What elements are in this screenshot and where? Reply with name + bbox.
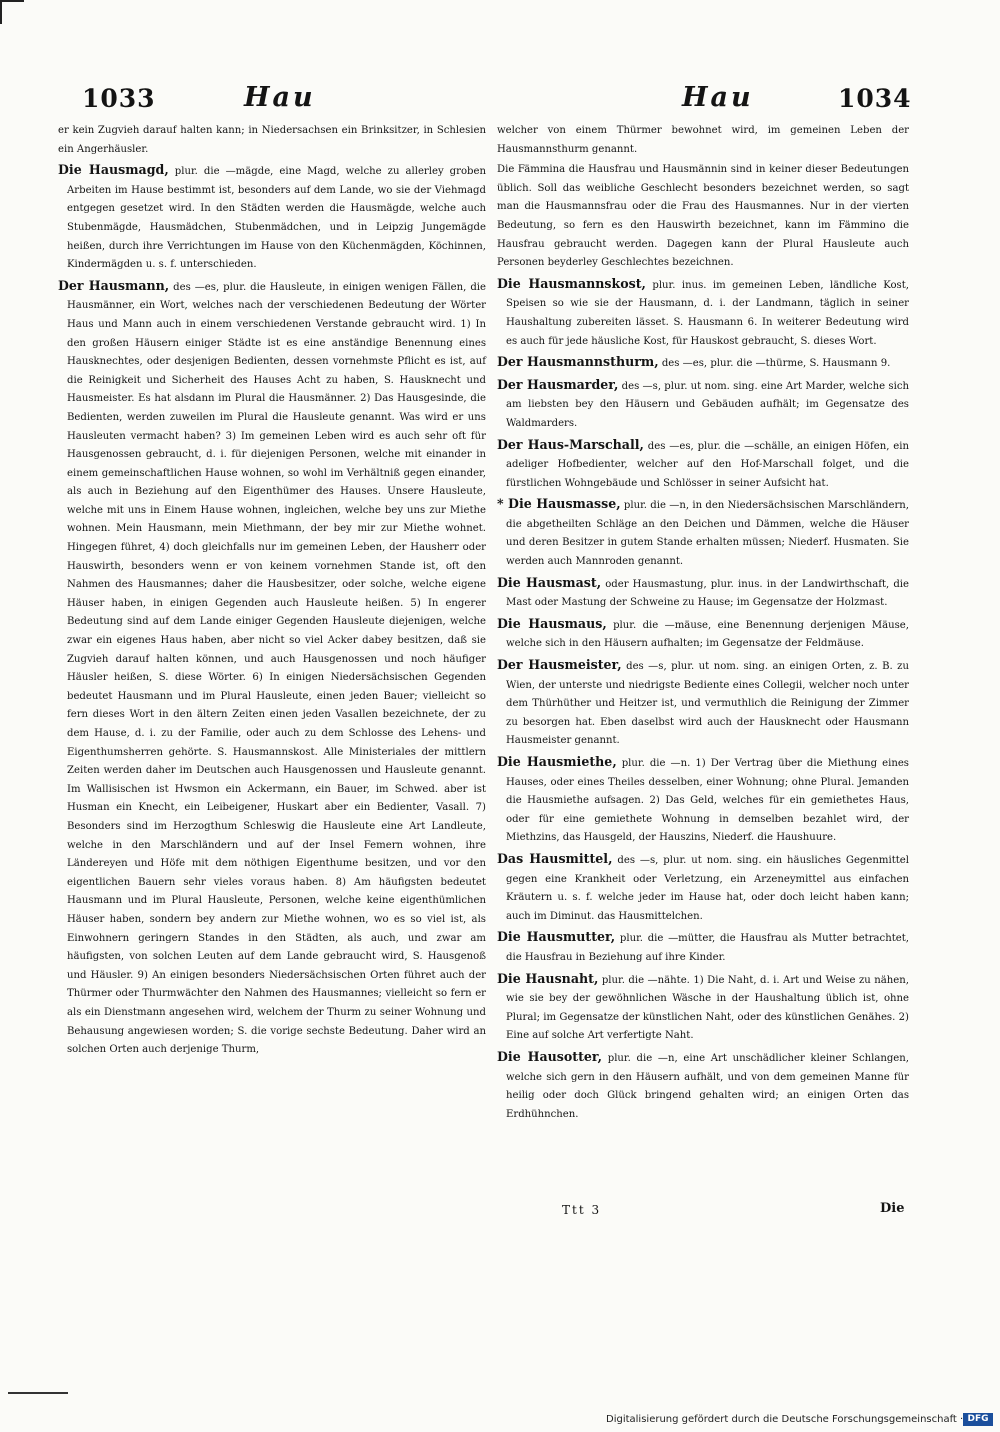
entry-text: des —s, plur. ut nom. sing. an einigen Orten, z. B. zu Wien, der unterste und niedrigste Bediente eines Collegii, welcher noch unter dem Thürhüther und Heitzer ist, und vermuthlich die Reinigung der Zimmer zu besorgen hat. Eben daselbst wird auch der Hausknecht oder Hausmann Hausmeister genannt. [506, 661, 909, 747]
entry-headword: Die Hausmiethe, [497, 754, 617, 769]
entry-text: des —s, plur. ut nom. sing. ein häusliches Gegenmittel gegen eine Krankheit oder Verletzung, ein Arzeneymittel aus einfachen Kräutern u. s. f. welche jeder im Hause hat, oder doch leicht haben kann; auch im Diminut. das Hausmittelchen. [506, 854, 910, 922]
entry-text: plur. die —mäuse, eine Benennung derjenigen Mäuse, welche sich in den Häusern aufhalten; im Gegensatze der Feldmäuse. [506, 619, 909, 650]
entry-headword: Der Hausmarder, [497, 376, 619, 392]
dictionary-entry [497, 850, 909, 926]
entry-headword: Die Hausmutter, [497, 929, 616, 945]
dictionary-entry [497, 275, 909, 351]
entry-headword: Die Hausotter, [497, 1048, 603, 1064]
left-column [58, 122, 486, 1062]
dictionary-entry [497, 495, 909, 571]
right-column [497, 122, 909, 1126]
entry-text: plur. inus. im gemeinen Leben, ländliche Kost, Speisen so wie sie der Hausmann, d. i. der Landmann, täglich in seiner Haushaltung zubereiten lässet. S. Hausmann 6. In weiterer Bedeutung wird es auch für jede häusliche Kost, für Hauskost gebraucht, S. dieses Wort. [506, 279, 909, 347]
dictionary-entry [497, 122, 909, 159]
catchword: Die [880, 1201, 905, 1216]
entry-text: plur. die —n, eine Art unschädlicher kleiner Schlangen, welche sich gern in den Häusern aufhält, und von dem gemeinen Manne für heilig oder doch Glück bringend gehalten wird; an einigen Orten das Erdhühnchen. [506, 1052, 909, 1120]
entry-text: welcher von einem Thürmer bewohnet wird, im gemeinen Leben der Hausmannsthurm genannt. [497, 125, 909, 155]
dictionary-entry [497, 656, 909, 751]
entry-headword: Die Hausmagd, [58, 162, 169, 178]
dictionary-entry [58, 122, 486, 159]
entry-headword: Der Hausmann, [58, 277, 170, 293]
entry-text: er kein Zugvieh darauf halten kann; in Niedersachsen ein Brinksitzer, in Schlesien ein Angerhäusler. [58, 125, 486, 155]
dictionary-entry [497, 615, 909, 654]
signature-mark: Ttt 3 [562, 1203, 602, 1217]
entry-text: oder Hausmastung, plur. inus. in der Landwirthschaft, die Mast oder Mastung der Schweine zu Hause; im Gegensatze der Holzmast. [506, 578, 910, 609]
entry-text: des —es, plur. die Hausleute, in einigen wenigen Fällen, die Hausmänner, ein Wort, welches nach der verschiedenen Bedeutung der Wörter Haus und Mann auch in einem verschiedenen Verstande gebraucht wird. 1) In den großen Häusern einiger Städte ist es eine anständige Benennung eines Hausknechtes, oder desjenigen Bedienten, dessen vornehmste Pflicht es ist, auf die Reinigkeit und Sicherheit des Hauses Acht zu haben, S. Hausknecht und Hausmeister. Es hat alsdann im Plural die Hausmänner. 2) Das Hausgesinde, die Bedienten, werden zuweilen im Plural die Hausleute genannt. Was wird er uns Hausleuten vermacht haben? 3) Im gemeinen Leben wird es auch sehr oft für Hausgenossen gebraucht, d. i. für diejenigen Personen, welche mit einander in einem gemeinschaftlichen Hause wohnen, so wohl im Verhältniß gegen einander, als auch in Beziehung auf den Eigenthümer des Hauses. Unsere Hausleute, welche mit uns in Einem Hause wohnen, ingleichen, welche bey uns zur Miethe wohnen. Mein Hausmann, mein Miethmann, der bey mir zur Miethe wohnet. Hingegen führet, 4) doch gleichfalls nur im gemeinen Leben, der Hausherr oder Hauswirth, besonders wenn er von keinem vornehmen Stande ist, oft den Nahmen des Hausmannes; daher die Hausbesitzer, oder solche, welche eigene Häuser haben, in einigen Gegenden auch Hausleute heißen. 5) In engerer Bedeutung sind auf dem Lande einiger Gegenden Hausleute diejenigen, welche zwar ein eigenes Haus haben, aber nicht so viel Acker dabey besitzen, daß sie Zugvieh darauf halten können, und auch Hausgenossen und noch häufiger Häusler heißen, S. diese Wörter. 6) In einigen Niedersächsischen Gegenden bedeutet Hausmann und im Plural Hausleute, einen jeden Bauer; vielleicht so fern dieses Wort in den ältern Zeiten einen jeden Vasallen bezeichnete, der zu dem Hause, d. i. zu der Familie, oder auch zu dem Schlosse des Lehens- und Eigenthumsherren gehörte. S. Hausmannskost. Alle Ministeriales der mittlern Zeiten werden daher im Deutschen auch Hausgenossen und Hausleute genannt. Im Wallisischen ist Hwsmon ein Ackermann, ein Bauer, im Schwed. aber ist Husman ein Knecht, ein Leibeigener, Huskart aber ein Bedienter, Vasall. 7) Besonders sind im Herzogthum Schleswig die Hausleute eine Art Landleute, welche in den Marschländern und auf der Insel Femern wohnen, ihre Ländereyen und Höfe mit dem nöthigen Eigenthume besitzen, und vor den eigentlichen Bauern sehr vieles voraus haben. 8) Am häufigsten bedeutet Hausmann und im Plural Hausleute, Personen, welche keine eigenthümlichen Häuser haben, sondern bey andern zur Miethe wohnen, wo es so viel ist, als Einwohnern geringern Standes in den Städten, als auch, und zwar am häufigsten, von solchen Leuten auf dem Lande gebraucht wird, S. Hausgenoß und Häusler. 9) An einigen besonders Niedersächsischen Orten führet auch der Thürmer oder Thurmwächter den Nahmen des Hausmannes; vielleicht so fern er als ein Dienstmann angesehen wird, welchem der Thurm zu seiner Wohnung und Behausung angewiesen worden; S. die vorige sechste Bedeutung. Daher wird an solchen Orten auch derjenige Thurm, [67, 281, 486, 1056]
page-number-left: 1033 [82, 84, 156, 113]
entry-text: plur. die —n, in den Niedersächsischen Marschländern, die abgetheilten Schläge an den Deichen und Dämmen, welche die Häuser und deren Besitzer in gutem Stande erhalten müssen; Niederf. Husmaten. Sie werden auch Mannroden genannt. [506, 500, 909, 568]
entry-text: plur. die —n. 1) Der Vertrag über die Miethung eines Hauses, oder eines Theiles desselben, einer Wohnung; ohne Plural. Jemanden die Hausmiethe aufsagen. 2) Das Geld, welches für ein gemiethetes Haus, oder für eine gemiethete Wohnung in demselben bezahlet wird, der Miethzins, das Hausgeld, der Hauszins, Niederf. die Haushuure. [506, 758, 909, 844]
dictionary-entry [497, 161, 909, 273]
dictionary-entry [497, 376, 909, 434]
page-number-right: 1034 [838, 84, 912, 113]
entry-headword: Die Hausmannskost, [497, 275, 646, 291]
entry-headword: Der Hausmeister, [497, 657, 622, 673]
bottom-crop-rule [8, 1392, 68, 1394]
entry-text: plur. die —mütter, die Hausfrau als Mutter betrachtet, die Hausfrau in Beziehung auf ihre Kinder. [506, 933, 909, 963]
entry-headword: Das Hausmittel, [497, 850, 613, 866]
entry-headword: Die Hausmast, [497, 574, 602, 590]
dictionary-entry [497, 436, 909, 494]
entry-text: des —s, plur. ut nom. sing. eine Art Marder, welche sich am liebsten bey den Häusern und Gebäuden aufhält; im Gegensatze des Waldmarders. [506, 380, 909, 429]
running-head-right: Hau [682, 82, 754, 113]
entry-headword: Der Hausmannsthurm, [497, 354, 659, 370]
dictionary-entry [497, 928, 909, 967]
dictionary-entry [58, 277, 486, 1060]
entry-headword: * Die Hausmasse, [497, 496, 621, 512]
entry-headword: Die Hausnaht, [497, 970, 599, 986]
entry-text: des —es, plur. die —schälle, an einigen Höfen, ein adeliger Hofbedienter, welcher auf den Hof-Marschall folget, und die fürstlichen Wohngebäude und Schlösser in seiner Aufsicht hat. [506, 440, 909, 489]
dictionary-entry [497, 1048, 909, 1124]
dictionary-entry [497, 970, 909, 1046]
dictionary-entry [497, 753, 909, 848]
entry-text: plur. die —mägde, eine Magd, welche zu allerley groben Arbeiten im Hause bestimmt ist, besonders auf dem Lande, wo sie der Viehmagd entgegen gesetzet wird. In den Städten werden die Hausmägde, welche auch Stubenmägde, Hausmädchen, Stubenmädchen, und in Leipzig Jungemägde heißen, durch ihre Verrichtungen im Hause von den Küchenmägden, Köchinnen, Kindermägden u. s. f. unterschieden. [67, 166, 486, 271]
running-head-left: Hau [244, 82, 316, 113]
dfg-logo: DFG [963, 1413, 993, 1426]
dictionary-entry [58, 161, 486, 275]
entry-text: des —es, plur. die —thürme, S. Hausmann 9. [661, 358, 891, 370]
dictionary-entry [497, 574, 909, 613]
entry-text: Die Fämmina die Hausfrau und Hausmännin sind in keiner dieser Bedeutungen üblich. Soll das weibliche Geschlecht besonders bezeichnet werden, so sagt man die Hausmannsfrau oder die Frau des Hausmannes. Nur in der vierten Bedeutung, so fern es den Hauswirth bezeichnet, kann im Fämmino die Hausfrau gebraucht werden. Dagegen kann der Plural Hausleute auch Personen beyderley Geschlechtes bezeichnen. [497, 164, 909, 269]
entry-headword: Die Hausmaus, [497, 615, 607, 631]
digitization-credit: Digitalisierung gefördert durch die Deutsche Forschungsgemeinschaft · [606, 1414, 964, 1425]
entry-text: plur. die —nähte. 1) Die Naht, d. i. Art und Weise zu nähen, wie sie bey der gewöhnlichen Wäsche in der Haushaltung üblich ist, ohne Plural; im Gegensatze der künstlichen Naht, oder des künstlichen Genähes. 2) Eine auf solche Art verfertigte Naht. [506, 974, 909, 1042]
entry-headword: Der Haus-Marschall, [497, 436, 644, 452]
corner-crop-mark [0, 0, 24, 24]
dictionary-entry [497, 353, 909, 374]
